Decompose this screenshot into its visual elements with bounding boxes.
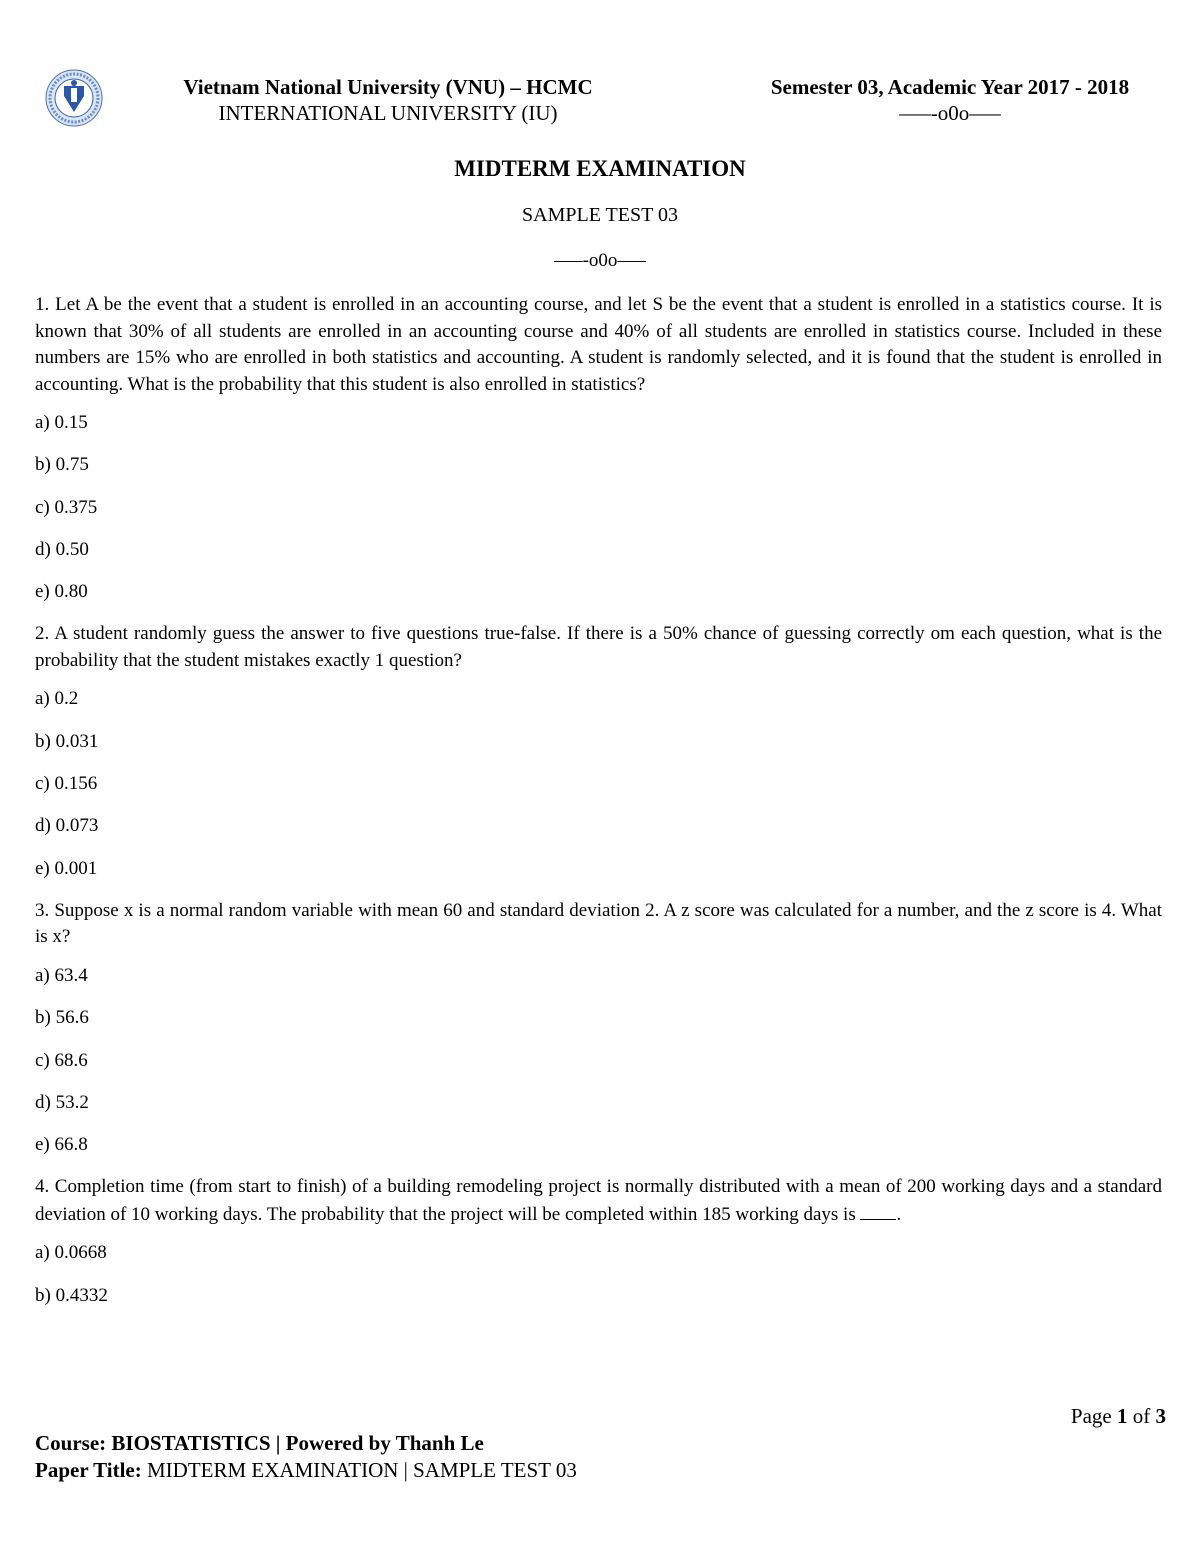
course-value: BIOSTATISTICS | Powered by Thanh Le bbox=[111, 1431, 484, 1455]
semester-info: Semester 03, Academic Year 2017 - 2018 bbox=[770, 75, 1130, 99]
question-4-option-b: b) 0.4332 bbox=[35, 1284, 108, 1306]
question-1: 1. Let A be the event that a student is enrolled in an accounting course, and let S be the event that a student is enrolled in a statistics course. It is known that 30% of all students are enrolled in an accounting course and 40% of all students are enrolled in statistics course. Included in these numbers are 15% who are enrolled in both statistics and accounting. A student is randomly selected, and it is found that the student is enrolled in accounting. What is the probability that this student is also enrolled in statistics? bbox=[35, 294, 1162, 395]
institute-name: INTERNATIONAL UNIVERSITY (IU) bbox=[218, 101, 558, 125]
question-3: 3. Suppose x is a normal random variable with mean 60 and standard deviation 2. A z score was calculated for a number, and the z score is 4. What is x? bbox=[35, 899, 1162, 948]
question-3-option-c: c) 68.6 bbox=[35, 1049, 88, 1071]
question-3-option-b: b) 56.6 bbox=[35, 1007, 89, 1029]
paper-title-label: Paper Title: bbox=[35, 1458, 142, 1482]
question-1-option-c: c) 0.375 bbox=[35, 496, 98, 518]
paper-title-value: MIDTERM EXAMINATION | SAMPLE TEST 03 bbox=[147, 1458, 577, 1482]
question-4-option-a: a) 0.0668 bbox=[35, 1242, 107, 1264]
question-2-option-c: c) 0.156 bbox=[35, 773, 98, 795]
page-prefix: Page bbox=[1070, 1404, 1112, 1428]
question-2-option-d: d) 0.073 bbox=[35, 815, 99, 837]
university-logo bbox=[45, 69, 103, 127]
ornament-divider: –––-o0o––– bbox=[554, 250, 646, 271]
question-3-option-a: a) 63.4 bbox=[35, 964, 88, 986]
university-header bbox=[118, 74, 658, 126]
question-1-option-e: e) 0.80 bbox=[35, 581, 88, 603]
questions-section bbox=[35, 292, 1162, 1325]
header-ornament: –––-o0o––– bbox=[899, 101, 1001, 125]
question-4-text: 4. Completion time (from start to finish) of a building remodeling project is normally distributed with a mean of 200 working days and a standard deviation of 10 working days. The probability that the project will be completed within 185 working days is bbox=[35, 1176, 1162, 1225]
course-label: Course: bbox=[35, 1431, 107, 1455]
page-footer bbox=[35, 1430, 577, 1484]
question-4-text-end: . bbox=[896, 1203, 902, 1225]
exam-title: MIDTERM EXAMINATION bbox=[454, 156, 746, 181]
page-current: 1 bbox=[1117, 1404, 1128, 1428]
answer-blank bbox=[860, 1201, 896, 1220]
page-number bbox=[1071, 1404, 1166, 1429]
semester-header bbox=[728, 74, 1172, 126]
page-of: of bbox=[1132, 1404, 1151, 1428]
question-1-option-b: b) 0.75 bbox=[35, 454, 89, 476]
question-2-option-a: a) 0.2 bbox=[35, 688, 79, 710]
university-name: Vietnam National University (VNU) – HCMC bbox=[183, 75, 593, 99]
question-2: 2. A student randomly guess the answer to five questions true-false. If there is a 50% chance of guessing correctly om each question, what is the probability that the student mistakes exactly 1 question? bbox=[35, 623, 1162, 671]
exam-subtitle: SAMPLE TEST 03 bbox=[522, 204, 678, 226]
page-total: 3 bbox=[1155, 1404, 1166, 1428]
question-3-option-e: e) 66.8 bbox=[35, 1134, 88, 1156]
question-2-option-b: b) 0.031 bbox=[35, 730, 99, 752]
question-3-option-d: d) 53.2 bbox=[35, 1091, 89, 1113]
question-1-option-a: a) 0.15 bbox=[35, 412, 88, 433]
question-1-option-d: d) 0.50 bbox=[35, 538, 89, 560]
question-2-option-e: e) 0.001 bbox=[35, 857, 98, 879]
question-4 bbox=[35, 1174, 1162, 1228]
